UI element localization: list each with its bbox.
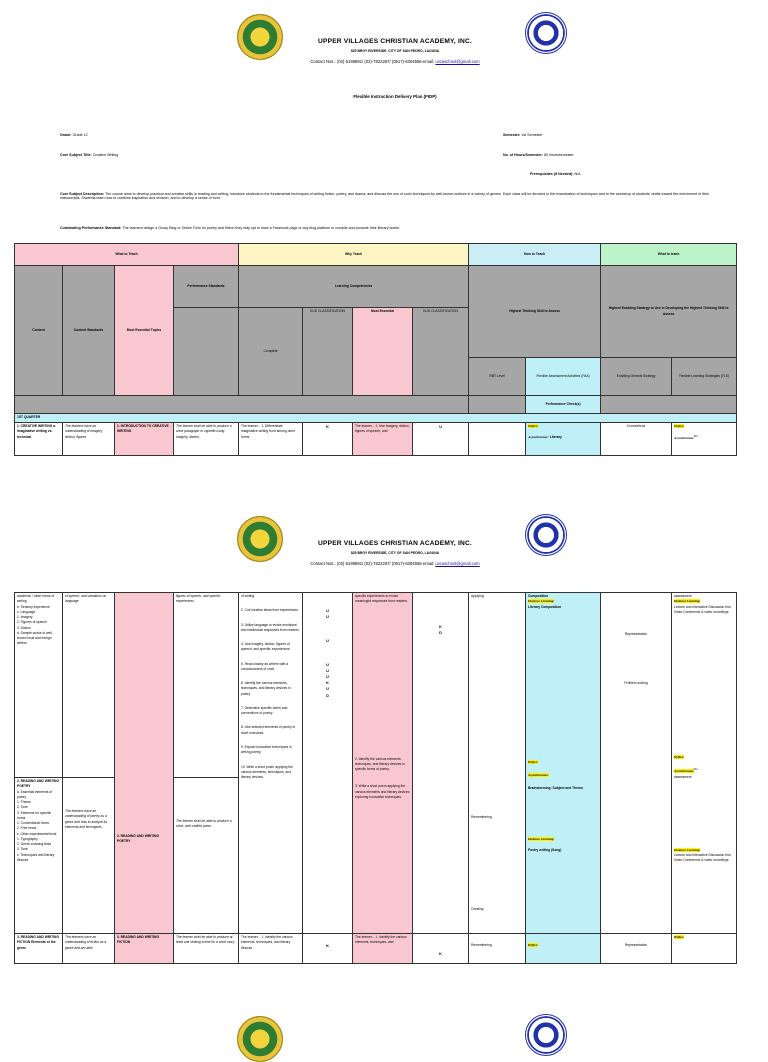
cell-essential-3: The learner... 1. Identify the various elements, techniques, and — [353, 934, 413, 964]
fidp-table-page1 — [14, 243, 737, 456]
th-flexible-learning: Flexible Learning Strategies (FLS) — [672, 358, 737, 396]
school-contact — [230, 561, 560, 566]
cell-topic-3: 3. READING AND WRITING FICTION — [115, 934, 174, 964]
email-link[interactable]: uvcaschool@gmail.com — [435, 59, 480, 64]
cell-enabling: Connections — [601, 423, 672, 456]
quarter-label: 1ST QUARTER — [15, 414, 737, 423]
cell-faa-3: Hyflex: — [526, 934, 601, 964]
prereq-row: Prerequisites (If Needed): N/A — [530, 172, 581, 176]
th-learning-competencies: Learning Competencies — [239, 266, 469, 308]
cell-faa: Composition Distance Learning: Literary Composition Hyflex: Asynchronous: Brainstorming: Subject and Theme. Distance Learning: Poetry writing (Song) — [526, 593, 601, 934]
culminating-row: Culminating Performance Standard: The learners design a Group Blog or Online Folio for poetry and fiction they may opt to have a Facebook page or any blog platform to compile and promote their literary works. — [60, 226, 400, 230]
cell-kud-4: K — [413, 934, 469, 964]
cell-content-2: 2. READING AND WRITING POETRY a. Essential elements of poetry 1. Theme 2. Tone 3. Elements for specific forms 1. Conventional forms 2. Free verse c. Other experimental texts 1. Typography 2. Genre-crossing texts 3. Tone c. Techniques and literary devices — [15, 778, 63, 934]
deped-seal-icon — [525, 514, 567, 556]
cell-kud-1: U U U U U U K U D — [303, 593, 353, 934]
school-seal-icon — [237, 1016, 283, 1062]
cell-rbt: Applying Remembering Creating — [469, 593, 526, 934]
cell-faa: Hyflex: Asynchronous: Literary — [526, 423, 601, 456]
th-why-teach: Why Teach — [239, 244, 469, 266]
cell-essential-1: specific experiences to evoke meaningful responses from readers. 2. Identify the various elements, techniques, and literary devices in specific forms of poetry. 3. Write a short poem applying the various elements and literary devices exploring innovative techniques. — [353, 593, 413, 934]
hours-row: No. of Hours/Semester: 80 hours/semester — [503, 153, 574, 157]
th-kud-2: KUD CLASSIFICATION — [413, 308, 469, 396]
deped-seal-icon — [525, 1014, 567, 1056]
th-most-essential-topics: Most Essential Topics — [115, 266, 174, 396]
cell-topic: 1. INTRODUCTION TO CREATIVE WRITING — [115, 423, 174, 456]
th-rbt-level: RBT Level — [469, 358, 526, 396]
school-seal-icon — [237, 14, 283, 60]
contact-text: Contact Nos.: (02)-5198991/ (02)-7822267/ (0917)-6304556-email: — [310, 561, 435, 566]
school-seal-icon — [237, 516, 283, 562]
cell-complete-3: The learner... 1. Identify the various elements, techniques, and literary devices — [239, 934, 303, 964]
cell-fls: Hyflex: Asynchronous$^{Pre}$ — [672, 423, 737, 456]
cell-performance-1: figures of speech, and specific experiences. — [174, 593, 239, 778]
school-address: 825 BRGY RIVERSIDE, CITY OF SAN PEDRO, LAGUNA — [350, 49, 440, 53]
cell-fls: assessment Distance Learning: Lecture and Interactive Discussion thru Video Conference & video recordings Hyflex: Asynchronous$^{Pre}$ assessment Distance Learning: Lecture and Interactive Discussion thru Video Conference & video recordings — [672, 593, 737, 934]
cell-performance-3: The learner shall be able to produce at least one striking scene for a short story — [174, 934, 239, 964]
cell-performance-2: The learner shall be able to produce a short, well-crafted poem. — [174, 778, 239, 934]
cell-standards-2: The learners have an understanding of poetry as a genre and how to analyze its elements and techniques — [63, 778, 115, 934]
th-enabling-strategy: Enabling General Strategy — [601, 358, 672, 396]
grade-row: Grade: Grade 12 — [60, 133, 88, 137]
th-what-to-teach: What to Teach — [15, 244, 239, 266]
cell-content-1: academic / other forms of writing b. Sensory experience c. Language 1. Imagery 2. Figures of speech 3. Diction d. Sample works of well-known local and foreign writers. — [15, 593, 63, 778]
contact-text: Contact Nos.: (02)-5198991/ (02)-7822267/ (0917)-6304556-email: — [310, 59, 435, 64]
cell-standards-3: The learners have an understanding of fiction as a genre and are able — [63, 934, 115, 964]
cell-performance: The learner shall be able to produce a short paragraph or vignette using imagery, diction, — [174, 423, 239, 456]
doc-title: Flexible Instruction Delivery Plan (FIDP) — [353, 94, 437, 99]
th-perf-blank — [174, 308, 239, 396]
description-row: Core Subject Description: The course aims to develop practical and creative skills in reading and writing; introduce students to the fundamental techniques of writing fiction, poetry, and drama; and discuss the use of such techniques by well-known authors in a variety of genres. Each class will be devoted to the examination of techniques and to the workshop of students' drafts toward the enrichment of their manuscripts. Students learn how to combine inspiration and revision, and to develop a sense of form. — [60, 192, 709, 201]
cell-content-3: 3. READING AND WRITING FICTION Elements of the genre — [15, 934, 63, 964]
cell-content: 1. CREATIVE WRITING a. Imaginative writing vs. technical — [15, 423, 63, 456]
cell-enabling: Representation Problem solving — [601, 593, 672, 934]
school-name: UPPER VILLAGES CHRISTIAN ACADEMY, INC. — [318, 38, 472, 45]
th-flexible-assessment: Flexible Assessment Activities (FAA) — [526, 358, 601, 396]
cell-standards-1: of speech, and variations on language — [63, 593, 115, 778]
th-content-standards: Content Standards — [63, 266, 115, 396]
th-kud-1: KUD CLASSIFICATION — [303, 308, 353, 396]
th-highest-thinking: Highest Thinking Skill to Assess — [469, 266, 601, 358]
cell-essential: The learner... 1. Use imagery, diction, figures of speech, and — [353, 423, 413, 456]
th-content: Content — [15, 266, 63, 396]
th-how-to-teach: How to Teach — [469, 244, 601, 266]
cell-rbt-3: Remembering — [469, 934, 526, 964]
cell-enabling-3: Representation — [601, 934, 672, 964]
th-most-essential: Most Essential — [353, 308, 413, 396]
cell-kud-3: K — [303, 934, 353, 964]
deped-seal-icon — [525, 12, 567, 54]
semester-row: Semester: 1st Semester — [503, 133, 543, 137]
th-what-to-teach-2: What to teach — [601, 244, 737, 266]
th-highest-enabling: Highest Enabling Strategy to Use in Developing the Highest Thinking Skill to Assess — [601, 266, 737, 358]
th-performance-check: Performance Check(s) — [526, 396, 601, 414]
cell-topic-1: 2. READING AND WRITING POETRY — [115, 593, 174, 934]
subject-row: Core Subject Title: Creative Writing — [60, 153, 119, 157]
cell-fls-3: Hyflex: — [672, 934, 737, 964]
school-name: UPPER VILLAGES CHRISTIAN ACADEMY, INC. — [318, 540, 472, 547]
cell-kud-1: K — [303, 423, 353, 456]
cell-kud-2: U — [413, 423, 469, 456]
cell-complete: The learner... 1. Differentiate imaginative writing from among other forms — [239, 423, 303, 456]
th-performance-standards: Performance Standards — [174, 266, 239, 308]
school-address: 825 BRGY RIVERSIDE, CITY OF SAN PEDRO, LAGUNA — [350, 551, 440, 555]
cell-standards: The learners have an understanding of imagery, diction, figures — [63, 423, 115, 456]
cell-kud-2: K D — [413, 593, 469, 934]
cell-complete-1: of writing. 2. Cull creative ideas from experiences. 3. Utilize language to evoke emotional and intellectual responses from readers. 4. Use imagery, diction, figures of speech, and specific experiences. 5. Read closely as writers with a consciousness of craft. 6. Identify the various elements, techniques, and literary devices in poetry. 7. Determine specific forms and conventions of poetry. 8. Use selected elements of poetry in short exercises. 9. Explain innovative techniques in writing poetry. 10. Write a short poem applying the various elements, techniques, and literary devices. — [239, 593, 303, 934]
th-complete: Complete — [239, 308, 303, 396]
email-link[interactable]: uvcaschool@gmail.com — [435, 561, 480, 566]
fidp-table-page2 — [14, 592, 737, 964]
school-contact — [230, 59, 560, 64]
